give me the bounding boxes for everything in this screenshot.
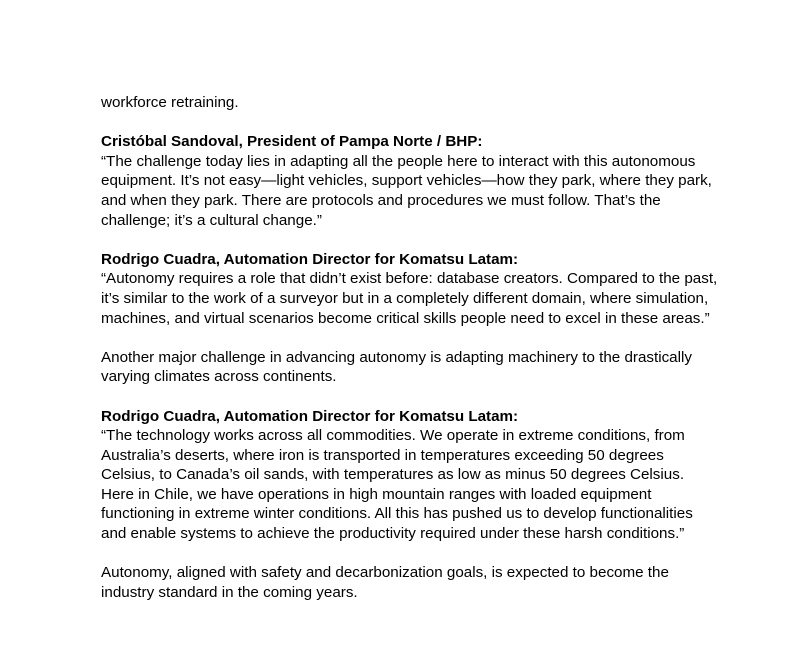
quote-cuadra-2: “The technology works across all commodities. We operate in extreme conditions, from Australia’s deserts, where iron is transported in temperatures exceeding 50 degrees Celsius, to Canada’s oil sands, with temperatures as low as minus 50 degrees Celsius. Here in Chile, we have operations in high mountain ranges with loaded equipment functioning in extreme winter conditions. All this has pushed us to develop functionalities and enable systems to achieve the productivity required under these harsh conditions.” <box>101 427 693 543</box>
paragraph-gap <box>101 113 721 133</box>
speaker-cuadra-2: Rodrigo Cuadra, Automation Director for Komatsu Latam: <box>101 407 519 425</box>
paragraph-gap <box>101 544 721 564</box>
paragraph-gap <box>101 230 721 250</box>
paragraph-gap <box>101 328 721 348</box>
quote-cuadra-1: “Autonomy requires a role that didn’t exist before: database creators. Compared to the past, it’s similar to the work of a surveyor but in a completely different domain, where simulation, machines, and virtual scenarios become critical skills people need to excel in these areas.” <box>101 270 718 327</box>
paragraph-climates: Another major challenge in advancing autonomy is adapting machinery to the drastically varying climates across continents. <box>101 348 692 386</box>
quote-sandoval: “The challenge today lies in adapting all the people here to interact with this autonomous equipment. It’s not easy—light vehicles, support vehicles—how they park, where they park, and when they park. There are protocols and procedures we must follow. That’s the challenge; it’s a cultural change.” <box>101 152 712 229</box>
speaker-sandoval: Cristóbal Sandoval, President of Pampa Norte / BHP: <box>101 133 483 151</box>
paragraph-gap <box>101 387 721 407</box>
document-body <box>101 93 721 602</box>
speaker-cuadra-1: Rodrigo Cuadra, Automation Director for Komatsu Latam: <box>101 250 519 268</box>
paragraph-conclusion: Autonomy, aligned with safety and decarbonization goals, is expected to become the industry standard in the coming years. <box>101 564 669 601</box>
paragraph-continuation: workforce retraining. <box>101 94 239 111</box>
